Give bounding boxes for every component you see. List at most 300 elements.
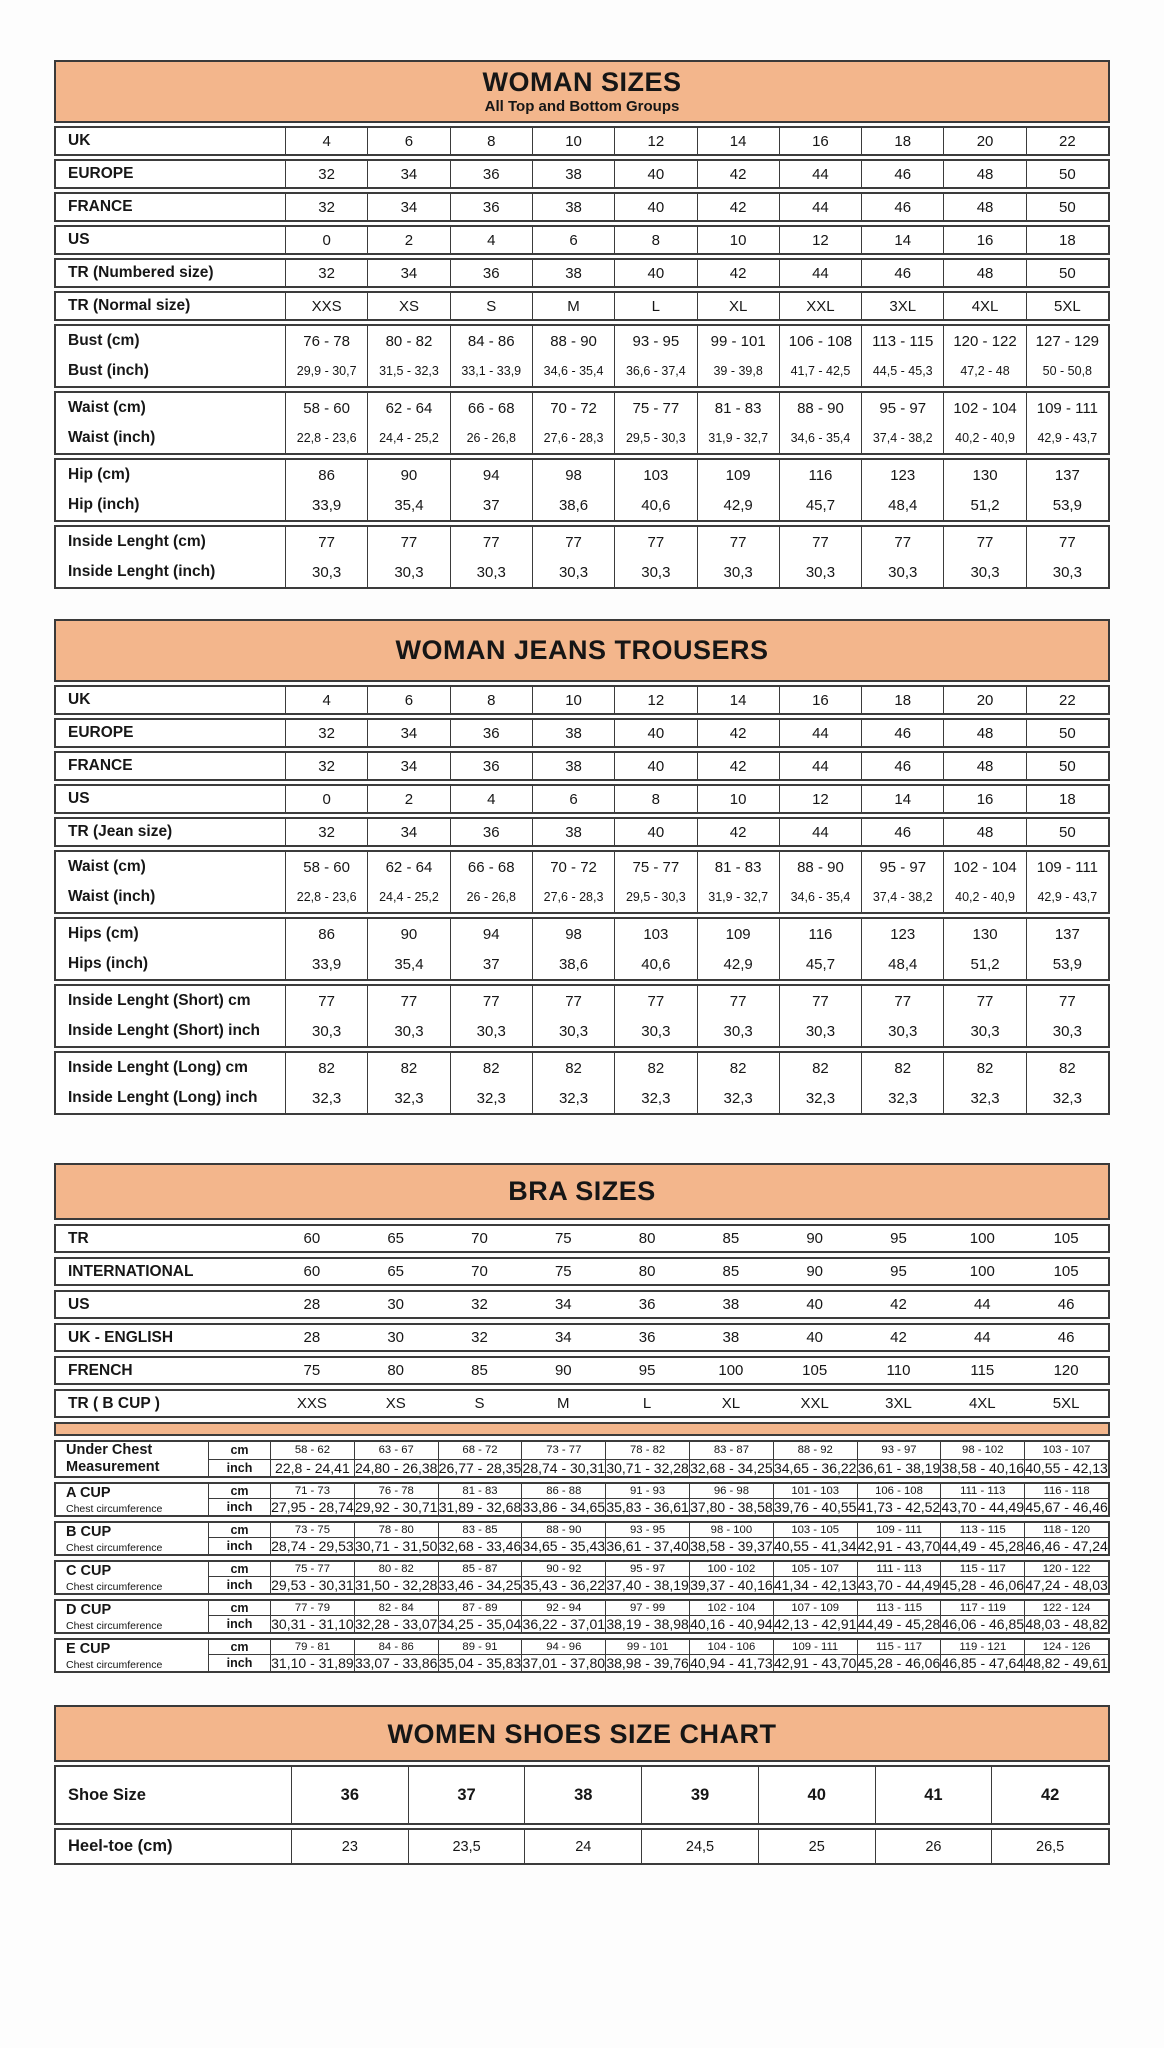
table-row (56, 1083, 1108, 1113)
value-cell: 46 (861, 753, 943, 779)
value-cell: 23,5 (408, 1830, 525, 1863)
group-sublabel: Chest circumference (66, 1580, 163, 1593)
value-cell: 76 - 78 (285, 326, 367, 356)
value-cell: 102 - 104 (689, 1601, 773, 1615)
value-cell: 113 - 115 (857, 1601, 941, 1615)
value-cell: 46,46 - 47,24 (1025, 1538, 1108, 1555)
value-cell: 40,55 - 42,13 (1025, 1460, 1108, 1476)
value-cell: 86 - 88 (521, 1484, 605, 1498)
value-cell: 82 (614, 1053, 696, 1083)
value-cell: 33,07 - 33,86 (354, 1655, 438, 1672)
row-label: UK (68, 691, 91, 708)
table-row (54, 718, 1110, 748)
value-cell: 39,37 - 40,16 (690, 1577, 773, 1594)
table-title: WOMAN SIZES (482, 67, 682, 98)
value-cell: M (532, 293, 614, 319)
value-cell: 34 (367, 753, 449, 779)
group-label: Under Chest Measurement (66, 1442, 160, 1475)
value-cell: 115 - 117 (857, 1640, 941, 1654)
value-cell: 18 (861, 128, 943, 154)
measurement-group (54, 525, 1110, 589)
row-label: Inside Lenght (Short) cm (68, 992, 251, 1009)
value-cell: 28 (303, 1296, 321, 1313)
value-cell: 26 - 26,8 (450, 882, 532, 912)
value-cell: 30,3 (532, 557, 614, 587)
value-cell: 46 (1057, 1296, 1075, 1313)
value-cell: 130 (943, 460, 1025, 490)
value-cell: 22,8 - 23,6 (285, 423, 367, 453)
value-cell: 40,6 (614, 490, 696, 520)
value-cell: 77 (532, 986, 614, 1016)
value-cell: 48 (943, 819, 1025, 845)
value-cell: 104 - 106 (689, 1640, 773, 1654)
value-cell: 66 - 68 (450, 852, 532, 882)
table-row (208, 1523, 1108, 1537)
value-cell: 36 (638, 1296, 656, 1313)
row-label: Inside Lenght (Long) inch (68, 1089, 258, 1106)
table-row (54, 126, 1110, 156)
value-cell: 31,9 - 32,7 (697, 882, 779, 912)
unit-label: inch (208, 1538, 270, 1554)
value-cell: 77 (943, 986, 1025, 1016)
value-cell: 32,3 (285, 1083, 367, 1113)
value-cell: 22 (1026, 128, 1108, 154)
value-cell: 123 (861, 460, 943, 490)
group-sublabel: Chest circumference (66, 1541, 163, 1554)
value-cell: 88 - 90 (779, 393, 861, 423)
value-cell: 50 (1026, 260, 1108, 286)
row-label: INTERNATIONAL (68, 1262, 194, 1280)
value-cell: 34 (367, 720, 449, 746)
value-cell: 130 (943, 919, 1025, 949)
value-cell: 71 - 73 (270, 1484, 354, 1498)
value-cell: 65 (387, 1263, 405, 1280)
unit-label: inch (208, 1577, 270, 1593)
value-cell: 40 (806, 1296, 824, 1313)
value-cell: 30,3 (1026, 557, 1108, 587)
row-label: Hip (inch) (68, 496, 140, 513)
value-cell: 82 (450, 1053, 532, 1083)
value-cell: 137 (1026, 919, 1108, 949)
value-cell: 8 (450, 128, 532, 154)
value-cell: 2 (367, 227, 449, 253)
value-cell: 32 (285, 194, 367, 220)
value-cell: 36 (638, 1329, 656, 1346)
group-sublabel: Chest circumference (66, 1619, 163, 1632)
value-cell: 103 (614, 919, 696, 949)
value-cell: 65 (387, 1230, 405, 1247)
value-cell: 6 (532, 227, 614, 253)
unit-label: cm (208, 1640, 270, 1654)
value-cell: 44 (973, 1329, 991, 1346)
value-cell: L (614, 293, 696, 319)
value-cell: 44,49 - 45,28 (941, 1538, 1025, 1555)
value-cell: 30,3 (1026, 1016, 1108, 1046)
value-cell: 30,3 (532, 1016, 614, 1046)
value-cell: 36 (450, 194, 532, 220)
group-label: C CUP (66, 1563, 112, 1579)
value-cell: 53,9 (1026, 490, 1108, 520)
value-cell: 30,3 (697, 557, 779, 587)
row-label: Bust (cm) (68, 332, 140, 349)
value-cell: 32,3 (1026, 1083, 1108, 1113)
table-row (208, 1562, 1108, 1576)
value-cell: 94 (450, 460, 532, 490)
value-cell: 14 (697, 128, 779, 154)
value-cell: 109 - 111 (1026, 393, 1108, 423)
value-cell: 32,3 (367, 1083, 449, 1113)
value-cell: 116 (779, 460, 861, 490)
value-cell: 35,43 - 36,22 (522, 1577, 606, 1594)
value-cell: 88 - 90 (532, 326, 614, 356)
unit-label: cm (208, 1562, 270, 1576)
value-cell: XS (385, 1395, 406, 1412)
value-cell: 38 (532, 753, 614, 779)
value-cell: 26,5 (991, 1830, 1108, 1863)
value-cell: 103 (614, 460, 696, 490)
value-cell: 29,5 - 30,3 (614, 423, 696, 453)
value-cell: 62 - 64 (367, 852, 449, 882)
value-cell: 22 (1026, 687, 1108, 713)
value-cell: 48 (943, 161, 1025, 187)
value-cell: 45,28 - 46,06 (857, 1655, 941, 1672)
value-cell: 80 - 82 (354, 1562, 438, 1576)
value-cell: 95 - 97 (605, 1562, 689, 1576)
value-cell: 12 (614, 128, 696, 154)
value-cell: 42 (697, 161, 779, 187)
group-label: B CUP (66, 1524, 112, 1540)
value-cell: 47,2 - 48 (943, 356, 1025, 386)
value-cell: 77 (367, 986, 449, 1016)
value-cell: XXS (285, 293, 367, 319)
group-sublabel: Chest circumference (66, 1502, 163, 1515)
value-cell: 32,68 - 33,46 (438, 1538, 522, 1555)
value-cell: 34,65 - 35,43 (522, 1538, 606, 1555)
value-cell: 38 (532, 260, 614, 286)
value-cell: 20 (943, 128, 1025, 154)
value-cell: 36 (291, 1767, 408, 1823)
value-cell: 109 - 111 (857, 1523, 941, 1537)
group-sublabel: Chest circumference (66, 1658, 163, 1671)
value-cell: 46 (861, 720, 943, 746)
value-cell: 44,49 - 45,28 (857, 1616, 941, 1633)
value-cell: 88 - 90 (521, 1523, 605, 1537)
value-cell: 34 (554, 1296, 572, 1313)
value-cell: 34,6 - 35,4 (532, 356, 614, 386)
value-cell: 93 - 97 (857, 1442, 941, 1459)
value-cell: 78 - 80 (354, 1523, 438, 1537)
woman-sizes-measurement-groups (54, 324, 1110, 589)
value-cell: 27,95 - 28,74 (271, 1499, 354, 1516)
group-label: A CUP (66, 1485, 111, 1501)
value-cell: 50 - 50,8 (1026, 356, 1108, 386)
value-cell: 26 (875, 1830, 992, 1863)
value-cell: 102 - 104 (943, 852, 1025, 882)
value-cell: 82 (367, 1053, 449, 1083)
row-label: FRENCH (68, 1361, 133, 1379)
row-label: Hips (inch) (68, 955, 149, 972)
row-label (56, 1601, 208, 1632)
value-cell: 30,3 (779, 1016, 861, 1046)
value-cell: 44 (779, 194, 861, 220)
table-row (208, 1459, 1108, 1477)
value-cell: 32,28 - 33,07 (354, 1616, 438, 1633)
value-cell: 73 - 77 (521, 1442, 605, 1459)
value-cell: 98 (532, 919, 614, 949)
table-row (56, 393, 1108, 423)
row-label: Waist (cm) (68, 399, 146, 416)
value-cell: 6 (367, 687, 449, 713)
value-cell: 40 (614, 260, 696, 286)
table-row (208, 1442, 1108, 1459)
value-cell: 90 (806, 1230, 824, 1247)
unit-label: cm (208, 1601, 270, 1615)
value-cell: 109 (697, 460, 779, 490)
value-cell: 109 - 111 (773, 1640, 857, 1654)
table-row (56, 919, 1108, 949)
value-cell: 32 (471, 1296, 488, 1313)
value-cell: 76 - 78 (354, 1484, 438, 1498)
value-cell: 12 (779, 227, 861, 253)
value-cell: 31,10 - 31,89 (271, 1655, 354, 1672)
value-cell: 33,46 - 34,25 (438, 1577, 522, 1594)
jeans-simple-rows (54, 685, 1110, 847)
value-cell: 6 (367, 128, 449, 154)
value-cell: 122 - 124 (1024, 1601, 1108, 1615)
value-cell: 35,4 (367, 490, 449, 520)
value-cell: 42 (697, 260, 779, 286)
value-cell: 51,2 (943, 949, 1025, 979)
value-cell: 3XL (885, 1395, 912, 1412)
table-row (56, 882, 1108, 912)
measurement-group (54, 391, 1110, 455)
value-cell: 34 (554, 1329, 572, 1346)
row-label: EUROPE (68, 165, 134, 182)
value-cell: 30,3 (450, 1016, 532, 1046)
value-cell: 38 (524, 1767, 641, 1823)
value-cell: 42,91 - 43,70 (857, 1538, 941, 1555)
value-cell: 37 (450, 490, 532, 520)
measurement-group (54, 984, 1110, 1048)
table-row (208, 1484, 1108, 1498)
value-cell: 35,83 - 36,61 (606, 1499, 689, 1516)
value-cell: 27,6 - 28,3 (532, 882, 614, 912)
value-cell: 37,40 - 38,19 (606, 1577, 689, 1594)
table-row (56, 326, 1108, 356)
table-title: WOMAN JEANS TROUSERS (395, 635, 769, 666)
measurement-group (54, 850, 1110, 914)
value-cell: 37,4 - 38,2 (861, 882, 943, 912)
value-cell: 38 (532, 720, 614, 746)
value-cell: 101 - 103 (773, 1484, 857, 1498)
value-cell: 70 - 72 (532, 393, 614, 423)
value-cell: 77 (450, 527, 532, 557)
value-cell: 30,3 (367, 1016, 449, 1046)
value-cell: 75 (303, 1362, 321, 1379)
value-cell: 77 (943, 527, 1025, 557)
value-cell: 32 (471, 1329, 488, 1346)
table-row (56, 527, 1108, 557)
table-row (56, 1053, 1108, 1083)
value-cell: 36,6 - 37,4 (614, 356, 696, 386)
value-cell: 0 (285, 786, 367, 812)
value-cell: 95 (638, 1362, 656, 1379)
value-cell: 22,8 - 24,41 (270, 1460, 354, 1477)
table-row (208, 1640, 1108, 1654)
value-cell: 75 - 77 (270, 1562, 354, 1576)
value-cell: 107 - 109 (773, 1601, 857, 1615)
value-cell: 100 (969, 1263, 995, 1280)
value-cell: 25 (758, 1830, 875, 1863)
value-cell: 82 (285, 1053, 367, 1083)
value-cell: 30 (387, 1329, 405, 1346)
value-cell: 109 - 111 (1026, 852, 1108, 882)
bra-table (54, 1163, 1110, 1673)
value-cell: 100 (718, 1362, 744, 1379)
table-row (54, 751, 1110, 781)
row-label: US (68, 790, 90, 807)
value-cell: 32,3 (450, 1083, 532, 1113)
value-cell: 48,4 (861, 949, 943, 979)
table-title: WOMEN SHOES SIZE CHART (387, 1718, 777, 1749)
table-row (56, 1016, 1108, 1046)
value-cell: 73 - 75 (270, 1523, 354, 1537)
row-label: Hips (cm) (68, 925, 139, 942)
value-cell: 36,61 - 38,19 (857, 1460, 941, 1476)
value-cell: 38 (532, 161, 614, 187)
value-cell: 41,73 - 42,52 (857, 1499, 941, 1516)
value-cell: 85 (471, 1362, 488, 1379)
value-cell: 40 (614, 161, 696, 187)
value-cell: 75 - 77 (614, 852, 696, 882)
row-label: TR (Normal size) (68, 297, 191, 314)
value-cell: 30,3 (614, 1016, 696, 1046)
table-row (208, 1615, 1108, 1632)
value-cell: 98 - 100 (689, 1523, 773, 1537)
unit-label: inch (208, 1655, 270, 1671)
value-cell: 27,6 - 28,3 (532, 423, 614, 453)
value-cell: 119 - 121 (940, 1640, 1024, 1654)
jeans-header (54, 619, 1110, 682)
value-cell: 23 (291, 1830, 408, 1863)
value-cell: 38 (722, 1329, 740, 1346)
value-cell: 43,70 - 44,49 (857, 1577, 941, 1594)
value-cell: 113 - 115 (940, 1523, 1024, 1537)
value-cell: 53,9 (1026, 949, 1108, 979)
value-cell: XXL (779, 293, 861, 319)
bra-measurement-group (54, 1638, 1110, 1673)
bra-separator-band (54, 1422, 1110, 1436)
value-cell: 34,65 - 36,22 (773, 1460, 857, 1476)
value-cell: L (642, 1395, 652, 1412)
value-cell: 32,3 (779, 1083, 861, 1113)
unit-label: cm (208, 1484, 270, 1498)
bra-simple-rows (54, 1224, 1110, 1418)
value-cell: 63 - 67 (354, 1442, 438, 1459)
value-cell: 16 (943, 786, 1025, 812)
value-cell: 30,3 (285, 1016, 367, 1046)
value-cell: 46,85 - 47,64 (941, 1655, 1025, 1672)
table-title: BRA SIZES (508, 1176, 656, 1207)
value-cell: 18 (861, 687, 943, 713)
value-cell: 36,22 - 37,01 (522, 1616, 606, 1633)
row-label: Inside Lenght (cm) (68, 533, 206, 550)
row-label: Bust (inch) (68, 362, 149, 379)
value-cell: 39 (641, 1767, 758, 1823)
value-cell: 77 - 79 (270, 1601, 354, 1615)
value-cell: 46,06 - 46,85 (941, 1616, 1025, 1633)
value-cell: 38 (722, 1296, 740, 1313)
value-cell: 116 (779, 919, 861, 949)
value-cell: 84 - 86 (354, 1640, 438, 1654)
table-row (208, 1654, 1108, 1671)
value-cell: 12 (779, 786, 861, 812)
value-cell: 44 (779, 161, 861, 187)
value-cell: 78 - 82 (605, 1442, 689, 1459)
value-cell: 48 (943, 194, 1025, 220)
value-cell: 85 (722, 1263, 740, 1280)
value-cell: 50 (1026, 720, 1108, 746)
table-row (56, 852, 1108, 882)
value-cell: 106 - 108 (779, 326, 861, 356)
value-cell: 8 (614, 227, 696, 253)
value-cell: 30,3 (943, 557, 1025, 587)
table-row (56, 423, 1108, 453)
value-cell: 93 - 95 (605, 1523, 689, 1537)
value-cell: 86 (285, 460, 367, 490)
value-cell: 77 (285, 986, 367, 1016)
value-cell: 4XL (968, 1395, 996, 1412)
row-label: Hip (cm) (68, 466, 130, 483)
row-label (56, 1562, 208, 1593)
value-cell: 40,2 - 40,9 (943, 882, 1025, 912)
value-cell: 77 (367, 527, 449, 557)
value-cell: 77 (450, 986, 532, 1016)
value-cell: 77 (614, 527, 696, 557)
value-cell: XXS (296, 1395, 327, 1412)
value-cell: 90 (367, 919, 449, 949)
value-cell: 105 (1053, 1263, 1079, 1280)
value-cell: 99 - 101 (697, 326, 779, 356)
value-cell: 5XL (1052, 1395, 1080, 1412)
value-cell: 24 (524, 1830, 641, 1863)
row-label: Shoe Size (68, 1785, 146, 1804)
value-cell: 75 (554, 1230, 572, 1247)
value-cell: 32 (285, 161, 367, 187)
value-cell: 81 - 83 (438, 1484, 522, 1498)
value-cell: 40,6 (614, 949, 696, 979)
value-cell: 82 (943, 1053, 1025, 1083)
value-cell: 40,55 - 41,34 (773, 1538, 857, 1555)
value-cell: 50 (1026, 194, 1108, 220)
value-cell: 70 (471, 1263, 488, 1280)
value-cell: 93 - 95 (614, 326, 696, 356)
value-cell: 77 (779, 986, 861, 1016)
value-cell: 100 (969, 1230, 995, 1247)
value-cell: 29,92 - 30,71 (354, 1499, 438, 1516)
measurement-group (54, 324, 1110, 388)
table-row (54, 1224, 1110, 1253)
value-cell: 30,3 (697, 1016, 779, 1046)
woman-sizes-simple-rows (54, 126, 1110, 321)
value-cell: 12 (614, 687, 696, 713)
value-cell: XL (721, 1395, 741, 1412)
value-cell: 42,91 - 43,70 (773, 1655, 857, 1672)
table-row (54, 1828, 1110, 1865)
value-cell: 2 (367, 786, 449, 812)
value-cell: 58 - 60 (285, 852, 367, 882)
value-cell: 70 - 72 (532, 852, 614, 882)
